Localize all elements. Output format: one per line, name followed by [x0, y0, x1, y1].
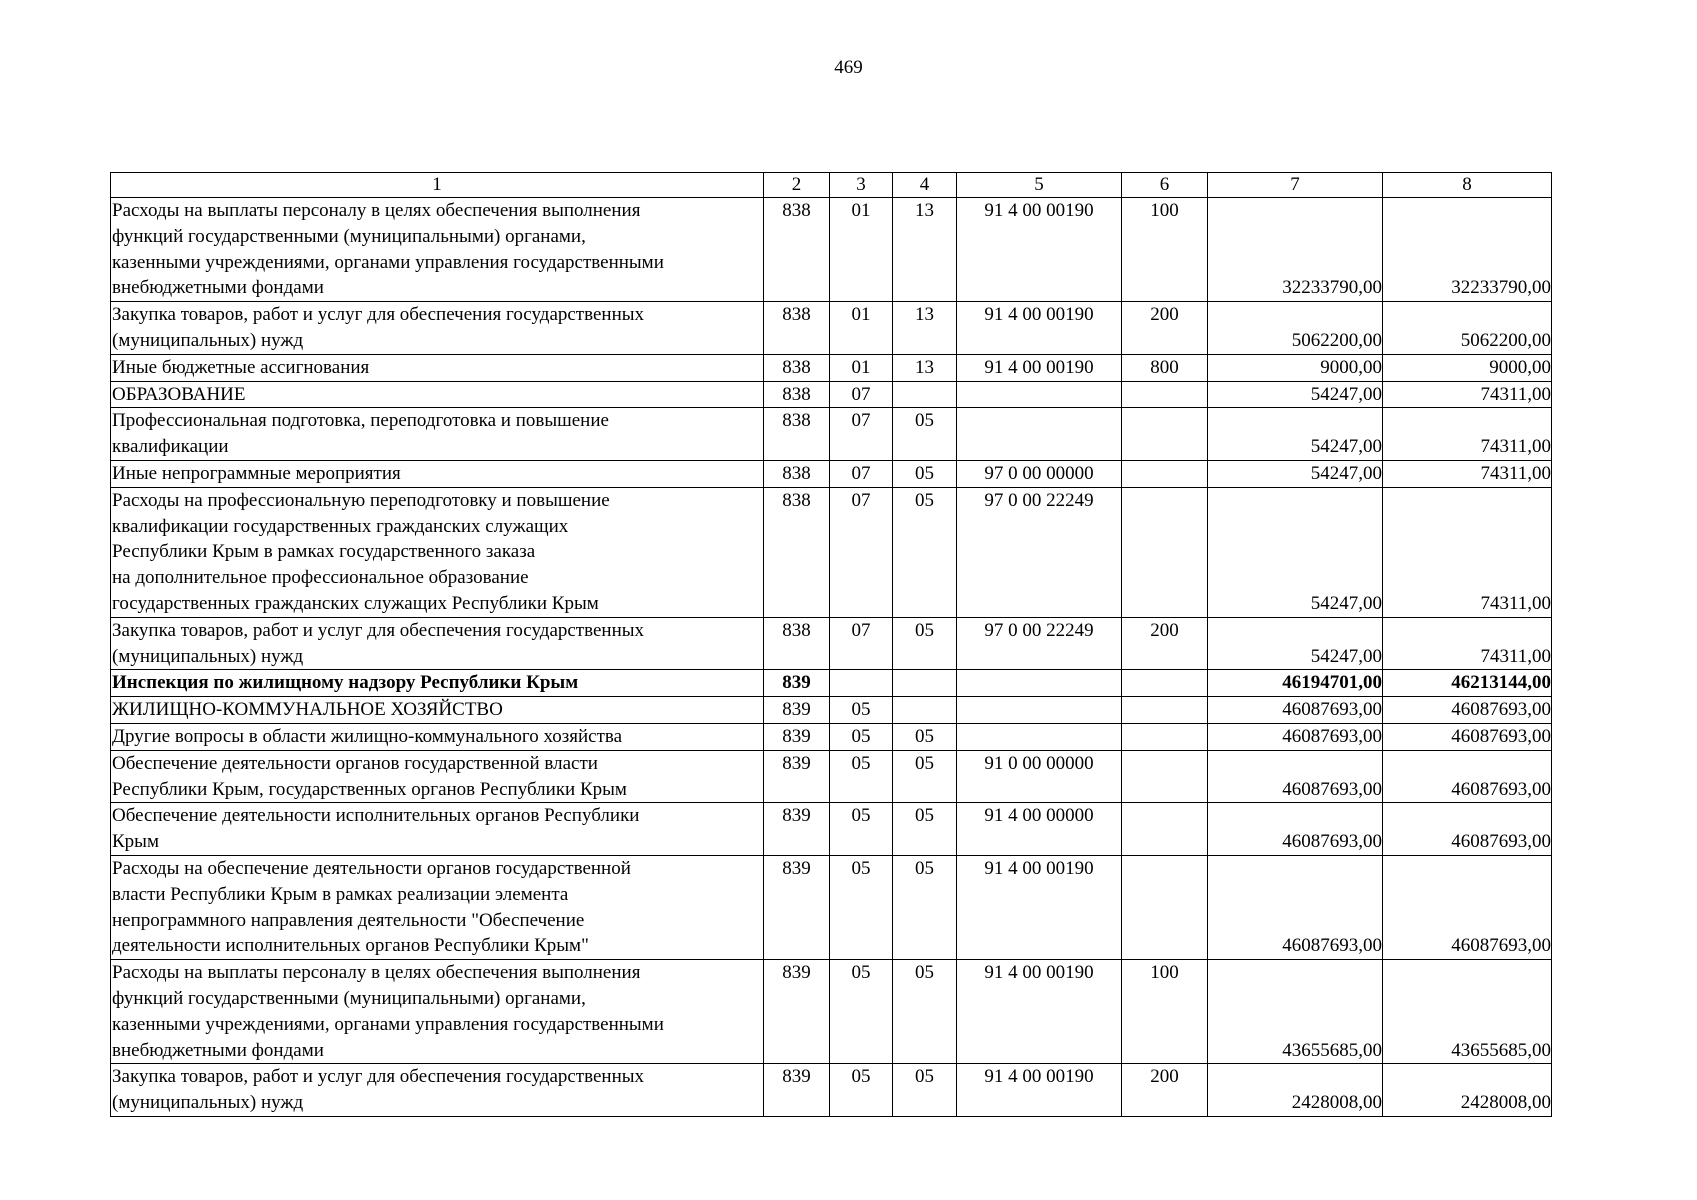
description-line: Расходы на выплаты персоналу в целях обеспечения выполнения: [112, 200, 641, 221]
subsection-code-cell: 05: [893, 460, 957, 487]
expense-type-cell: 800: [1122, 354, 1208, 381]
column-number-cell: 1: [111, 173, 764, 198]
budget-table: [110, 172, 1552, 1117]
amount-year1-cell: 43655685,00: [1208, 960, 1383, 1064]
section-code-cell: 07: [830, 408, 893, 461]
amount-year2-cell: 46087693,00: [1383, 750, 1552, 803]
admin-code-cell: 838: [764, 354, 830, 381]
expense-type-cell: 100: [1122, 960, 1208, 1064]
description-line: Республики Крым в рамках государственного заказа: [112, 541, 536, 563]
table-row: [111, 487, 1552, 617]
subsection-code-cell: 13: [893, 302, 957, 355]
description-line: Республики Крым, государственных органов Республики Крым: [112, 778, 627, 800]
subsection-code-cell: [893, 381, 957, 408]
description-line: Крым: [112, 831, 159, 853]
column-number-cell: 8: [1383, 173, 1552, 198]
description-line: на дополнительное профессиональное образование: [112, 567, 529, 589]
description-cell: [111, 381, 764, 408]
admin-code-cell: 839: [764, 1064, 830, 1117]
table-row: [111, 198, 1552, 302]
subsection-code-cell: 05: [893, 1064, 957, 1117]
amount-year1-cell: 46087693,00: [1208, 803, 1383, 856]
table-row: [111, 697, 1552, 724]
amount-year2-cell: 74311,00: [1383, 617, 1552, 670]
description-line: Расходы на обеспечение деятельности органов государственной: [112, 857, 631, 879]
description-line: государственных гражданских служащих Республики Крым: [112, 592, 599, 614]
description-line: Закупка товаров, работ и услуг для обеспечения государственных: [112, 304, 645, 326]
table-row: [111, 723, 1552, 750]
description-cell: [111, 408, 764, 461]
table-row: [111, 460, 1552, 487]
description-line: квалификации государственных гражданских служащих: [112, 515, 569, 537]
target-article-cell: [957, 697, 1122, 724]
description-line: Иные бюджетные ассигнования: [112, 356, 370, 378]
description-line: Инспекция по жилищному надзору Республики Крым: [112, 672, 579, 694]
amount-year1-cell: 54247,00: [1208, 487, 1383, 617]
column-number-cell: 2: [764, 173, 830, 198]
section-code-cell: 05: [830, 803, 893, 856]
section-code-cell: 05: [830, 723, 893, 750]
description-line: Закупка товаров, работ и услуг для обеспечения государственных: [112, 1066, 645, 1088]
expense-type-cell: 200: [1122, 617, 1208, 670]
amount-year2-cell: 46087693,00: [1383, 855, 1552, 959]
description-cell: [111, 302, 764, 355]
amount-year2-cell: 2428008,00: [1383, 1064, 1552, 1117]
table-row: [111, 354, 1552, 381]
description-line: (муниципальных) нужд: [112, 645, 304, 667]
subsection-code-cell: 05: [893, 723, 957, 750]
description-cell: [111, 670, 764, 697]
column-number-cell: 6: [1122, 173, 1208, 198]
admin-code-cell: 839: [764, 697, 830, 724]
description-line: квалификации: [112, 436, 229, 458]
table-row: [111, 1064, 1552, 1117]
description-line: власти Республики Крым в рамках реализации элемента: [112, 883, 569, 905]
description-line: ЖИЛИЩНО-КОММУНАЛЬНОЕ ХОЗЯЙСТВО: [112, 699, 503, 721]
amount-year1-cell: 2428008,00: [1208, 1064, 1383, 1117]
description-line: функций государственными (муниципальными) органами,: [112, 987, 586, 1009]
amount-year2-cell: 46087693,00: [1383, 803, 1552, 856]
section-code-cell: 05: [830, 750, 893, 803]
expense-type-cell: [1122, 723, 1208, 750]
subsection-code-cell: 13: [893, 354, 957, 381]
target-article-cell: [957, 670, 1122, 697]
section-code-cell: 07: [830, 487, 893, 617]
amount-year1-cell: 46087693,00: [1208, 723, 1383, 750]
description-line: Другие вопросы в области жилищно-коммунального хозяйства: [112, 725, 623, 747]
description-line: Иные непрограммные мероприятия: [112, 462, 401, 484]
amount-year1-cell: 46194701,00: [1208, 670, 1383, 697]
table-row: [111, 617, 1552, 670]
amount-year2-cell: 46087693,00: [1383, 697, 1552, 724]
expense-type-cell: [1122, 381, 1208, 408]
description-line: ОБРАЗОВАНИЕ: [112, 383, 246, 405]
description-line: казенными учреждениями, органами управления государственными: [112, 251, 664, 273]
expense-type-cell: [1122, 855, 1208, 959]
description-line: Закупка товаров, работ и услуг для обеспечения государственных: [112, 619, 645, 641]
table-row: [111, 670, 1552, 697]
page-number: 469: [834, 57, 863, 78]
subsection-code-cell: [893, 697, 957, 724]
target-article-cell: [957, 723, 1122, 750]
description-cell: [111, 803, 764, 856]
admin-code-cell: 838: [764, 617, 830, 670]
section-code-cell: 05: [830, 1064, 893, 1117]
amount-year2-cell: 74311,00: [1383, 408, 1552, 461]
target-article-cell: 91 4 00 00190: [957, 1064, 1122, 1117]
table-row: [111, 302, 1552, 355]
target-article-cell: 91 4 00 00190: [957, 354, 1122, 381]
target-article-cell: [957, 381, 1122, 408]
expense-type-cell: [1122, 750, 1208, 803]
amount-year2-cell: 5062200,00: [1383, 302, 1552, 355]
admin-code-cell: 839: [764, 855, 830, 959]
description-cell: [111, 855, 764, 959]
column-number-cell: 3: [830, 173, 893, 198]
subsection-code-cell: 05: [893, 750, 957, 803]
amount-year1-cell: 46087693,00: [1208, 855, 1383, 959]
description-cell: [111, 354, 764, 381]
admin-code-cell: 838: [764, 408, 830, 461]
amount-year1-cell: 46087693,00: [1208, 697, 1383, 724]
target-article-cell: 97 0 00 22249: [957, 487, 1122, 617]
description-cell: [111, 617, 764, 670]
subsection-code-cell: 05: [893, 803, 957, 856]
section-code-cell: 05: [830, 697, 893, 724]
subsection-code-cell: 13: [893, 198, 957, 302]
amount-year2-cell: 32233790,00: [1383, 198, 1552, 302]
target-article-cell: 91 0 00 00000: [957, 750, 1122, 803]
expense-type-cell: 100: [1122, 198, 1208, 302]
description-line: деятельности исполнительных органов Республики Крым": [112, 935, 589, 957]
description-line: (муниципальных) нужд: [112, 329, 304, 351]
admin-code-cell: 839: [764, 803, 830, 856]
section-code-cell: 05: [830, 855, 893, 959]
column-number-cell: 7: [1208, 173, 1383, 198]
target-article-cell: 91 4 00 00000: [957, 803, 1122, 856]
target-article-cell: 91 4 00 00190: [957, 855, 1122, 959]
table-row: [111, 803, 1552, 856]
description-line: Обеспечение деятельности органов государственной власти: [112, 752, 598, 774]
expense-type-cell: [1122, 670, 1208, 697]
amount-year1-cell: 32233790,00: [1208, 198, 1383, 302]
subsection-code-cell: 05: [893, 960, 957, 1064]
subsection-code-cell: 05: [893, 855, 957, 959]
amount-year1-cell: 54247,00: [1208, 460, 1383, 487]
description-line: казенными учреждениями, органами управления государственными: [112, 1013, 664, 1035]
admin-code-cell: 839: [764, 670, 830, 697]
column-number-row: [111, 173, 1552, 198]
description-line: внебюджетными фондами: [112, 277, 324, 299]
description-cell: [111, 723, 764, 750]
admin-code-cell: 838: [764, 302, 830, 355]
expense-type-cell: 200: [1122, 1064, 1208, 1117]
subsection-code-cell: 05: [893, 487, 957, 617]
description-cell: [111, 487, 764, 617]
amount-year1-cell: 9000,00: [1208, 354, 1383, 381]
amount-year1-cell: 5062200,00: [1208, 302, 1383, 355]
table-row: [111, 408, 1552, 461]
amount-year2-cell: 74311,00: [1383, 460, 1552, 487]
amount-year2-cell: 74311,00: [1383, 381, 1552, 408]
subsection-code-cell: 05: [893, 408, 957, 461]
admin-code-cell: 839: [764, 723, 830, 750]
amount-year1-cell: 54247,00: [1208, 408, 1383, 461]
section-code-cell: 07: [830, 617, 893, 670]
description-line: непрограммного направления деятельности "Обеспечение: [112, 909, 585, 931]
subsection-code-cell: [893, 670, 957, 697]
expense-type-cell: 200: [1122, 302, 1208, 355]
column-number-cell: 5: [957, 173, 1122, 198]
expense-type-cell: [1122, 408, 1208, 461]
admin-code-cell: 838: [764, 198, 830, 302]
admin-code-cell: 839: [764, 750, 830, 803]
description-line: функций государственными (муниципальными) органами,: [112, 225, 586, 247]
amount-year2-cell: 9000,00: [1383, 354, 1552, 381]
target-article-cell: 91 4 00 00190: [957, 960, 1122, 1064]
amount-year2-cell: 43655685,00: [1383, 960, 1552, 1064]
description-line: внебюджетными фондами: [112, 1039, 324, 1061]
table-row: [111, 855, 1552, 959]
table-row: [111, 750, 1552, 803]
amount-year2-cell: 46213144,00: [1383, 670, 1552, 697]
admin-code-cell: 838: [764, 381, 830, 408]
expense-type-cell: [1122, 460, 1208, 487]
amount-year2-cell: 74311,00: [1383, 487, 1552, 617]
table-row: [111, 381, 1552, 408]
description-cell: [111, 697, 764, 724]
description-line: (муниципальных) нужд: [112, 1092, 304, 1114]
expense-type-cell: [1122, 487, 1208, 617]
amount-year2-cell: 46087693,00: [1383, 723, 1552, 750]
description-cell: [111, 960, 764, 1064]
section-code-cell: 05: [830, 960, 893, 1064]
section-code-cell: 01: [830, 302, 893, 355]
description-cell: [111, 750, 764, 803]
expense-type-cell: [1122, 697, 1208, 724]
table-row: [111, 960, 1552, 1064]
description-line: Профессиональная подготовка, переподготовка и повышение: [112, 410, 609, 432]
description-cell: [111, 1064, 764, 1117]
target-article-cell: 97 0 00 22249: [957, 617, 1122, 670]
amount-year1-cell: 54247,00: [1208, 381, 1383, 408]
target-article-cell: 97 0 00 00000: [957, 460, 1122, 487]
target-article-cell: 91 4 00 00190: [957, 198, 1122, 302]
description-cell: [111, 460, 764, 487]
amount-year1-cell: 46087693,00: [1208, 750, 1383, 803]
description-line: Расходы на выплаты персоналу в целях обеспечения выполнения: [112, 962, 641, 984]
section-code-cell: 07: [830, 460, 893, 487]
admin-code-cell: 839: [764, 960, 830, 1064]
section-code-cell: 01: [830, 354, 893, 381]
section-code-cell: [830, 670, 893, 697]
section-code-cell: 07: [830, 381, 893, 408]
target-article-cell: 91 4 00 00190: [957, 302, 1122, 355]
amount-year1-cell: 54247,00: [1208, 617, 1383, 670]
column-number-cell: 4: [893, 173, 957, 198]
admin-code-cell: 838: [764, 460, 830, 487]
target-article-cell: [957, 408, 1122, 461]
admin-code-cell: 838: [764, 487, 830, 617]
expense-type-cell: [1122, 803, 1208, 856]
subsection-code-cell: 05: [893, 617, 957, 670]
table-body: [111, 173, 1552, 1117]
description-line: Расходы на профессиональную переподготовку и повышение: [112, 489, 610, 511]
section-code-cell: 01: [830, 198, 893, 302]
description-line: Обеспечение деятельности исполнительных органов Республики: [112, 805, 640, 827]
description-cell: [111, 198, 764, 302]
